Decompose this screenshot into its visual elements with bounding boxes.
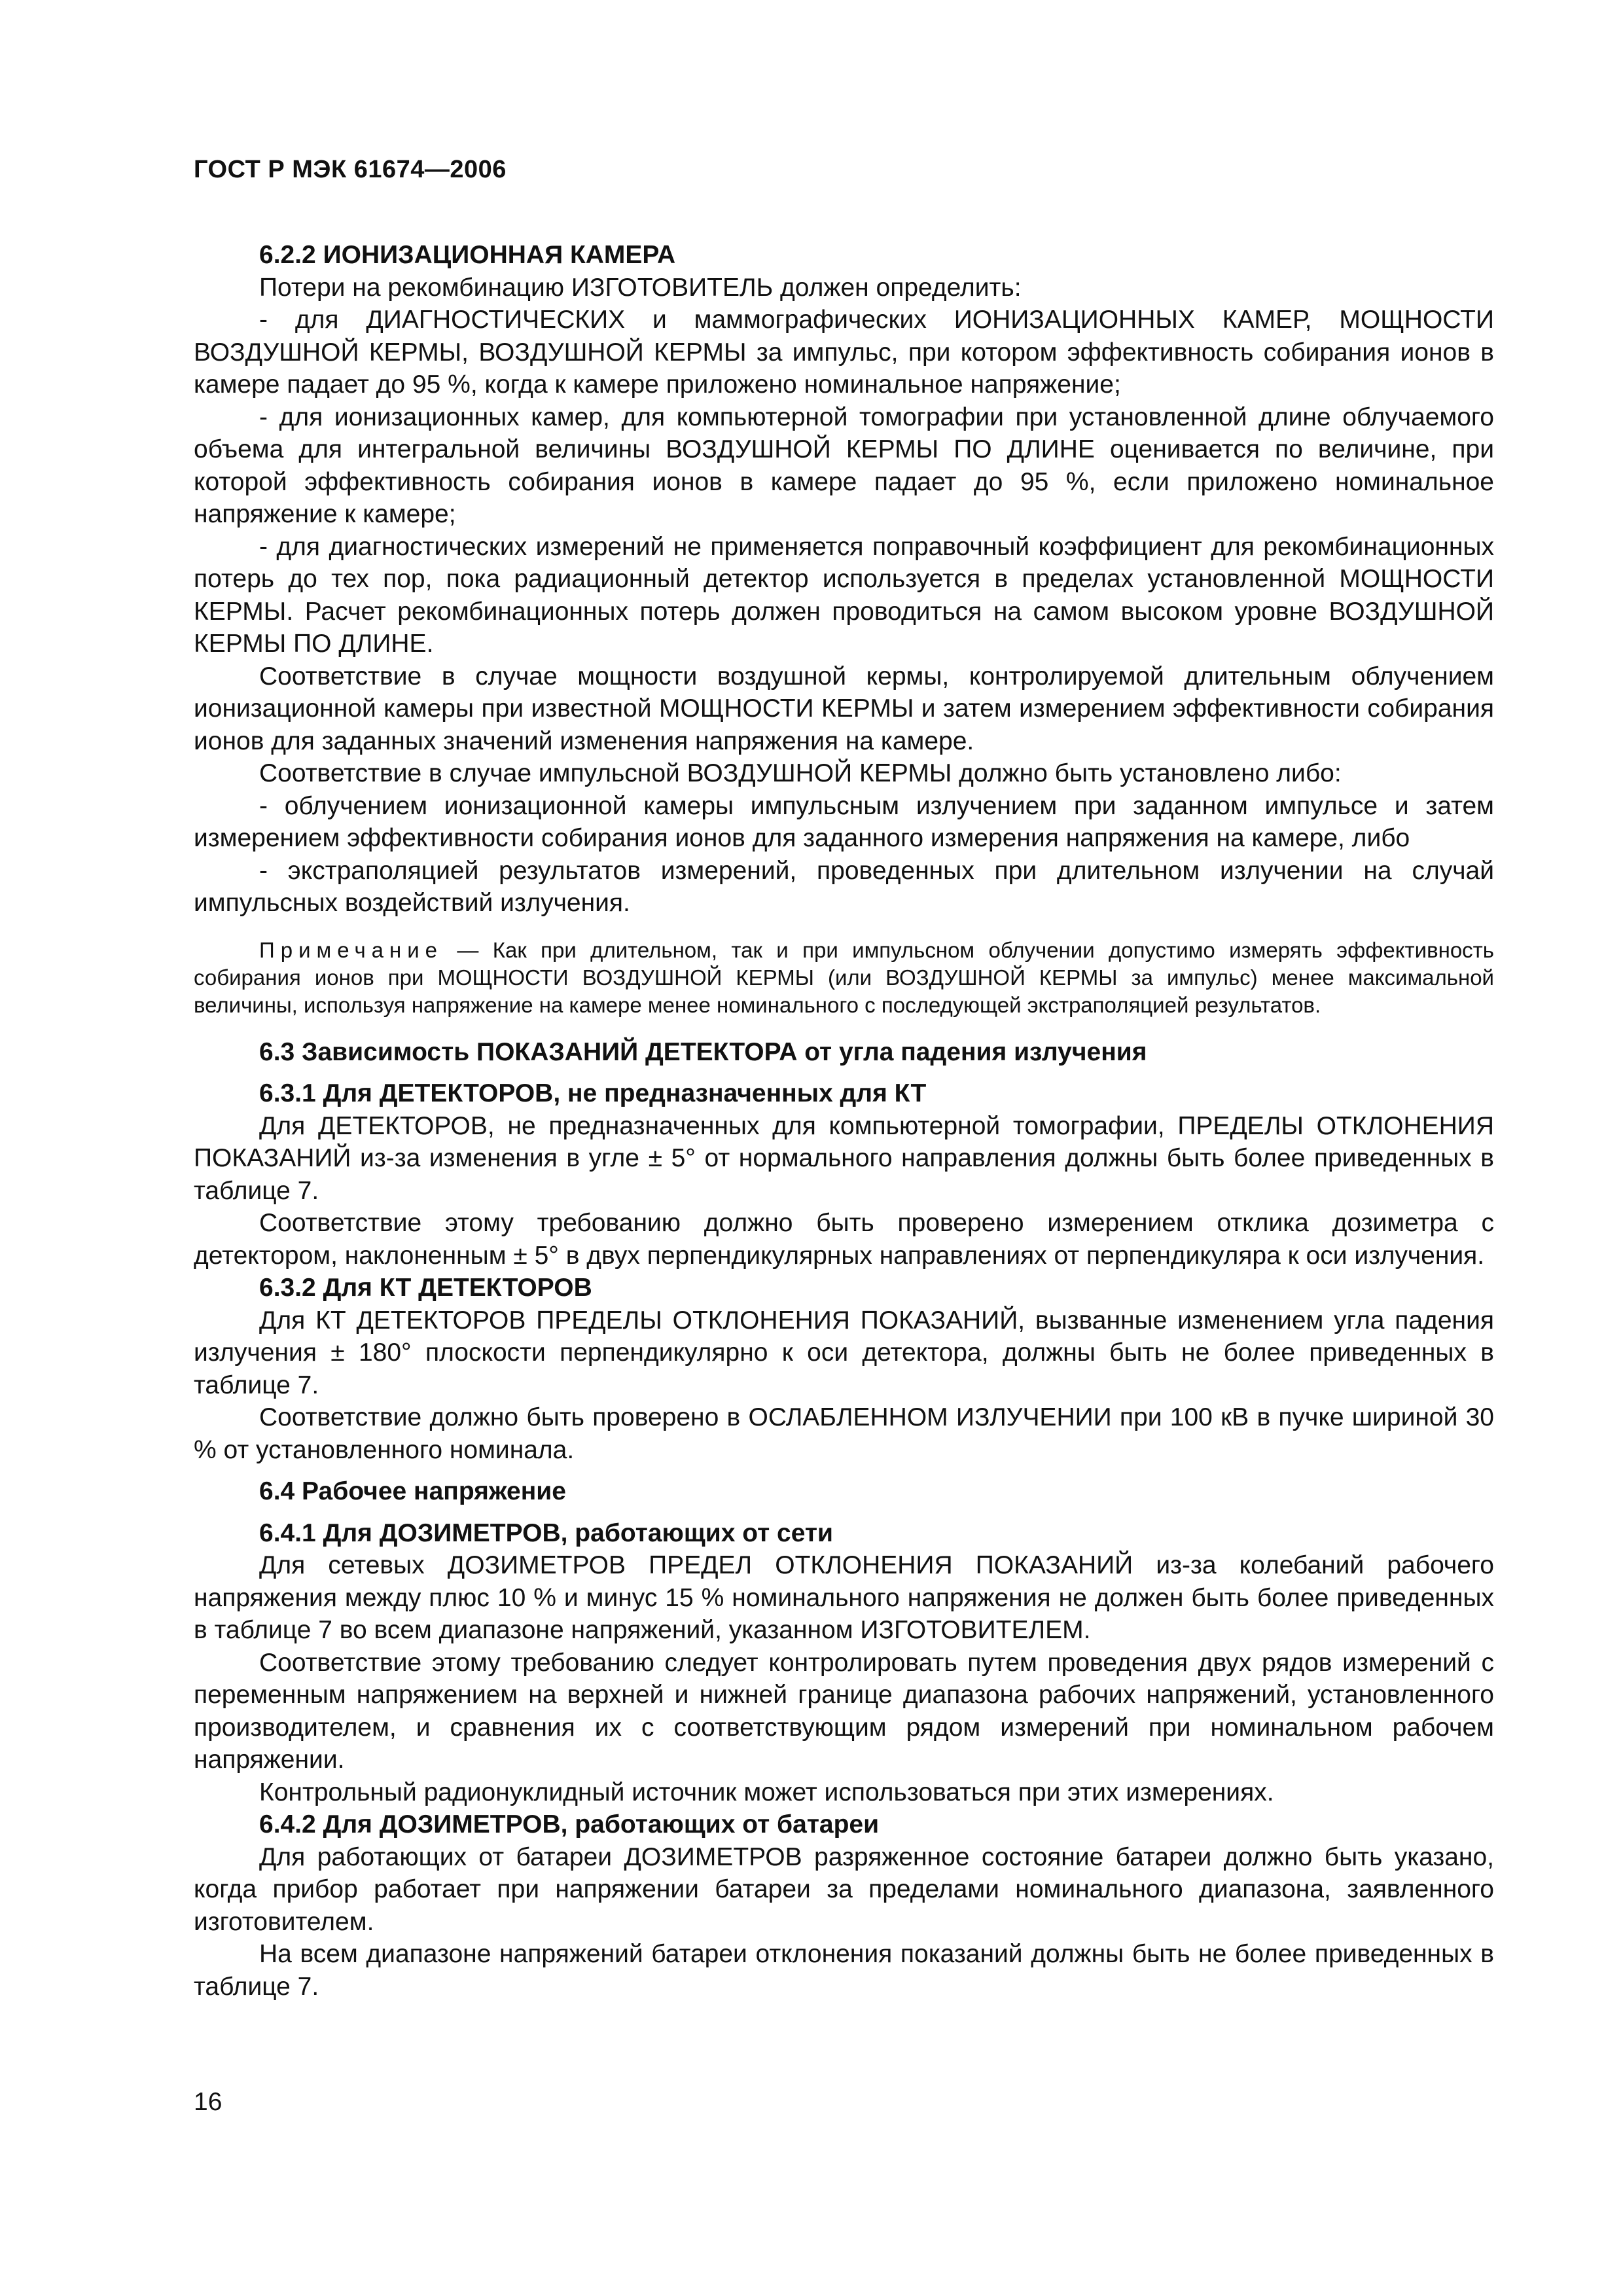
- list-item: - облучением ионизационной камеры импульсным излучением при заданном импульсе и затем измерением эффективности собирания ионов для заданного измерения напряжения на камере, либо: [194, 791, 1494, 852]
- paragraph: Для работающих от батареи ДОЗИМЕТРОВ разряженное состояние батареи должно быть указано, когда прибор работает при напряжении батареи за пределами номинального диапазона, заявленного изготовителем.: [194, 1842, 1494, 1936]
- paragraph: Для сетевых ДОЗИМЕТРОВ ПРЕДЕЛ ОТКЛОНЕНИЯ ПОКАЗАНИЙ из-за колебаний рабочего напряжения между плюс 10 % и минус 15 % номинального напряжения не должен быть более приведенных в таблице 7 во всем диапазоне напряжений, указанном ИЗГОТОВИТЕЛЕМ.: [194, 1551, 1494, 1644]
- paragraph: Для ДЕТЕКТОРОВ, не предназначенных для компьютерной томографии, ПРЕДЕЛЫ ОТКЛОНЕНИЯ ПОКАЗАНИЙ из-за изменения в угле ± 5° от нормального направления должны быть более приведенных в таблице 7.: [194, 1111, 1494, 1205]
- section-heading: 6.4 Рабочее напряжение: [259, 1477, 566, 1505]
- subsection-heading: 6.4.2 Для ДОЗИМЕТРОВ, работающих от батареи: [259, 1810, 880, 1839]
- section-heading: 6.3 Зависимость ПОКАЗАНИЙ ДЕТЕКТОРА от угла падения излучения: [259, 1037, 1147, 1066]
- note-text: — Как при длительном, так и при импульсном облучении допустимо измерять эффективность собирания ионов при МОЩНОСТИ ВОЗДУШНОЙ КЕРМЫ (или ВОЗДУШНОЙ КЕРМЫ за импульс) менее максимальной величины, используя напряжение на камере менее номинального с последующей экстраполяцией результатов.: [194, 937, 1494, 1017]
- paragraph: На всем диапазоне напряжений батареи отклонения показаний должны быть не более приведенных в таблице 7.: [194, 1940, 1494, 2001]
- section-heading: 6.2.2 ИОНИЗАЦИОННАЯ КАМЕРА: [259, 241, 676, 269]
- paragraph: Соответствие в случае мощности воздушной кермы, контролируемой длительным облучением ионизационной камеры при известной МОЩНОСТИ КЕРМЫ и затем измерением эффективности собирания ионов для заданных значений изменения напряжения на камере.: [194, 662, 1494, 755]
- paragraph: Потери на рекомбинацию ИЗГОТОВИТЕЛЬ должен определить:: [259, 273, 1022, 302]
- paragraph: Соответствие этому требованию должно быть проверено измерением отклика дозиметра с детектором, наклоненным ± 5° в двух перпендикулярных направлениях от перпендикуляра к оси излучения.: [194, 1209, 1494, 1270]
- list-item: - экстраполяцией результатов измерений, проведенных при длительном излучении на случай импульсных воздействий излучения.: [194, 856, 1494, 917]
- subsection-heading: 6.4.1 Для ДОЗИМЕТРОВ, работающих от сети: [259, 1518, 833, 1547]
- paragraph: Соответствие должно быть проверено в ОСЛАБЛЕННОМ ИЗЛУЧЕНИИ при 100 кВ в пучке шириной 30 % от установленного номинала.: [194, 1403, 1494, 1464]
- list-item: - для ионизационных камер, для компьютерной томографии при установленной длине облучаемого объема для интегральной величины ВОЗДУШНОЙ КЕРМЫ ПО ДЛИНЕ оценивается по величине, при которой эффективность собирания ионов в камере падает до 95 %, если приложено номинальное напряжение к камере;: [194, 403, 1494, 528]
- list-item: - для диагностических измерений не применяется поправочный коэффициент для рекомбинационных потерь до тех пор, пока радиационный детектор используется в пределах установленной МОЩНОСТИ КЕРМЫ. Расчет рекомбинационных потерь должен проводиться на самом высоком уровне ВОЗДУШНОЙ КЕРМЫ ПО ДЛИНЕ.: [194, 532, 1494, 658]
- page-number: 16: [194, 2088, 223, 2116]
- document-body: [194, 239, 1494, 2003]
- note-label: Примечание: [259, 937, 444, 962]
- paragraph: Соответствие этому требованию следует контролировать путем проведения двух рядов измерений с переменным напряжением на верхней и нижней границе диапазона рабочих напряжений, установленного производителем, и сравнения их с соответствующим рядом измерений при номинальном рабочем напряжении.: [194, 1648, 1494, 1774]
- subsection-heading: 6.3.1 Для ДЕТЕКТОРОВ, не предназначенных для КТ: [259, 1079, 927, 1107]
- subsection-heading: 6.3.2 Для КТ ДЕТЕКТОРОВ: [259, 1274, 592, 1302]
- paragraph: Контрольный радионуклидный источник может использоваться при этих измерениях.: [259, 1778, 1274, 1806]
- note: [194, 937, 1494, 1019]
- list-item: - для ДИАГНОСТИЧЕСКИХ и маммографических ИОНИЗАЦИОННЫХ КАМЕР, МОЩНОСТИ ВОЗДУШНОЙ КЕРМЫ, ВОЗДУШНОЙ КЕРМЫ за импульс, при котором эффективность собирания ионов в камере падает до 95 %, когда к камере приложено номинальное напряжение;: [194, 306, 1494, 399]
- paragraph: Для КТ ДЕТЕКТОРОВ ПРЕДЕЛЫ ОТКЛОНЕНИЯ ПОКАЗАНИЙ, вызванные изменением угла падения излучения ± 180° плоскости перпендикулярно к оси детектора, должны быть не более приведенных в таблице 7.: [194, 1306, 1494, 1399]
- paragraph: Соответствие в случае импульсной ВОЗДУШНОЙ КЕРМЫ должно быть установлено либо:: [259, 759, 1342, 787]
- standard-header: ГОСТ Р МЭК 61674—2006: [194, 156, 507, 183]
